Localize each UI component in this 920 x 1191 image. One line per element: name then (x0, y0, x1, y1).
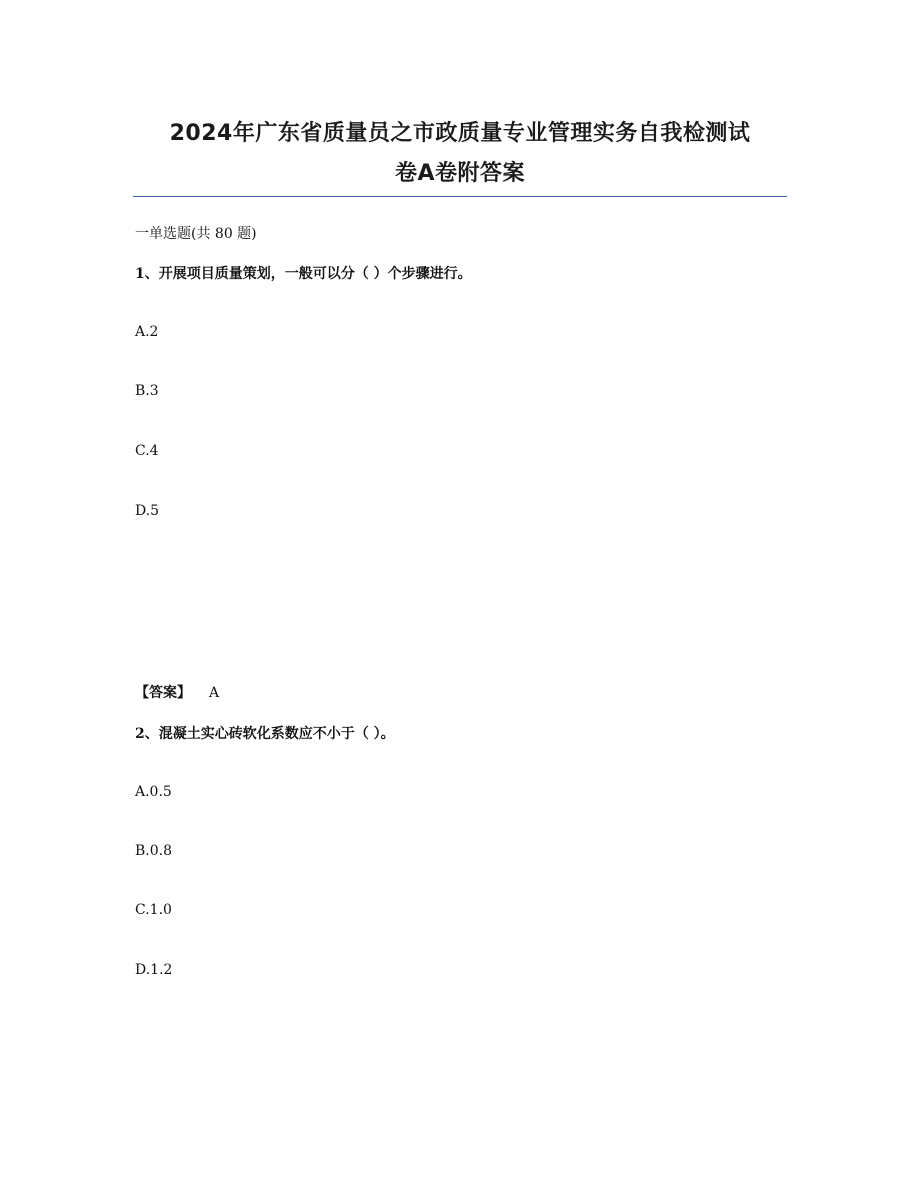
question-1-option-d: D.5 (135, 503, 160, 519)
question-2-text: 2、混凝土实心砖软化系数应不小于（ ）。 (135, 726, 395, 742)
question-1-text: 1、开展项目质量策划，一般可以分（ ）个步骤进行。 (135, 266, 472, 282)
section-heading: 一单选题(共 80 题) (135, 226, 257, 242)
question-2-option-a: A.0.5 (135, 784, 172, 800)
question-1-option-a: A.2 (135, 324, 159, 340)
answer-value: A (209, 685, 220, 701)
answer-label: 【答案】 (135, 685, 191, 701)
question-2-option-c: C.1.0 (135, 902, 172, 918)
question-1-option-c: C.4 (135, 443, 159, 459)
question-2-option-b: B.0.8 (135, 843, 173, 859)
document-title-line-2: 卷A卷附答案 (394, 161, 526, 186)
question-2-option-d: D.1.2 (135, 962, 173, 978)
document-title-line-1: 2024年广东省质量员之市政质量专业管理实务自我检测试 (169, 121, 751, 146)
title-divider (133, 196, 787, 197)
question-1-answer (135, 682, 219, 702)
question-1-option-b: B.3 (135, 383, 159, 399)
